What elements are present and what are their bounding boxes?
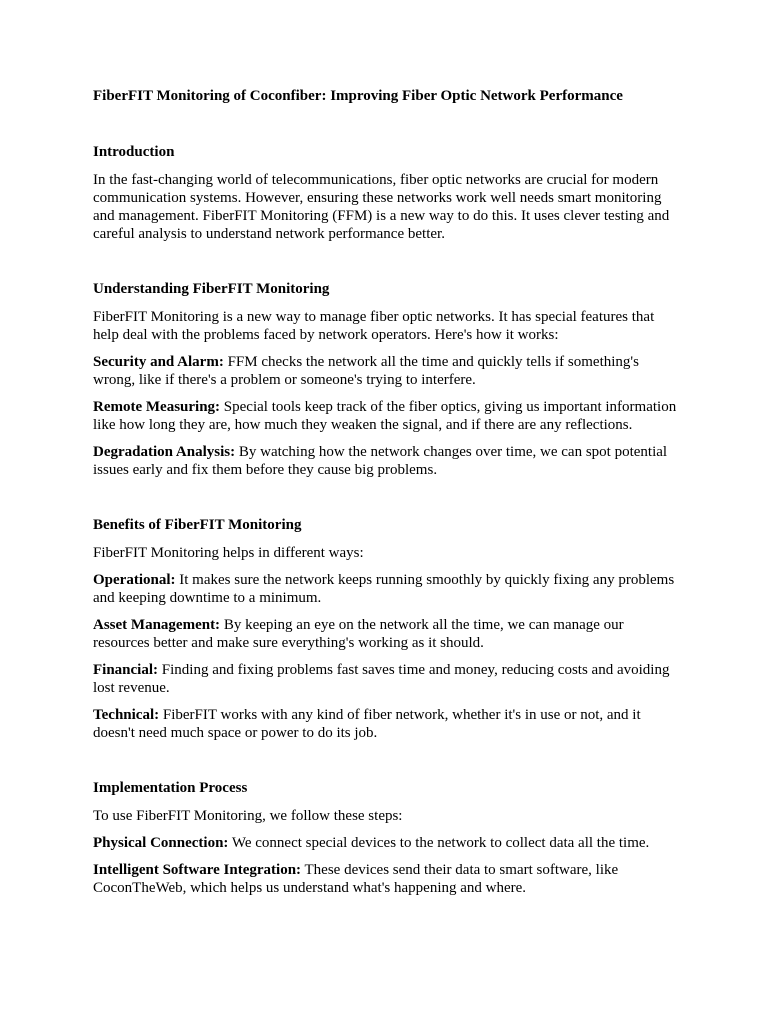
benefit-paragraph — [93, 661, 683, 697]
step-paragraph — [93, 834, 683, 852]
section-intro-paragraph: FiberFIT Monitoring helps in different ways: — [93, 545, 364, 561]
step-term: Physical Connection: — [93, 835, 229, 851]
benefit-term: Technical: — [93, 707, 160, 723]
feature-paragraph — [93, 398, 683, 434]
benefit-paragraph — [93, 616, 683, 652]
section-heading: Benefits of FiberFIT Monitoring — [93, 517, 302, 533]
section-introduction — [93, 143, 683, 243]
feature-term: Security and Alarm: — [93, 354, 224, 370]
document-page — [93, 87, 683, 906]
section-heading: Introduction — [93, 144, 175, 160]
step-term: Intelligent Software Integration: — [93, 862, 302, 878]
benefit-term: Operational: — [93, 572, 176, 588]
section-spacer — [93, 488, 683, 516]
feature-text: FFM checks the network all the time and quickly tells if something's wrong, like if there's a problem or someone's trying to interfere. — [93, 354, 639, 388]
step-text: We connect special devices to the network to collect data all the time. — [228, 835, 650, 851]
section-benefits — [93, 516, 683, 742]
feature-text: By watching how the network changes over time, we can spot potential issues early and fix them before they cause big problems. — [93, 444, 668, 478]
section-spacer — [93, 252, 683, 280]
benefit-text: It makes sure the network keeps running smoothly by quickly fixing any problems and keeping downtime to a minimum. — [93, 572, 675, 606]
benefit-paragraph — [93, 706, 683, 742]
feature-text: Special tools keep track of the fiber optics, giving us important information like how long they are, how much they weaken the signal, and if there are any reflections. — [93, 399, 677, 433]
section-intro-paragraph: FiberFIT Monitoring is a new way to manage fiber optic networks. It has special features that help deal with the problems faced by network operators. Here's how it works: — [93, 309, 655, 343]
step-paragraph — [93, 861, 683, 897]
document-title: FiberFIT Monitoring of Coconfiber: Improving Fiber Optic Network Performance — [93, 88, 623, 104]
benefit-paragraph — [93, 571, 683, 607]
section-heading: Implementation Process — [93, 780, 248, 796]
section-heading: Understanding FiberFIT Monitoring — [93, 281, 330, 297]
benefit-term: Asset Management: — [93, 617, 221, 633]
benefit-text: Finding and fixing problems fast saves time and money, reducing costs and avoiding lost revenue. — [93, 662, 670, 696]
feature-term: Degradation Analysis: — [93, 444, 236, 460]
section-implementation — [93, 779, 683, 897]
section-spacer — [93, 751, 683, 779]
benefit-term: Financial: — [93, 662, 159, 678]
benefit-text: FiberFIT works with any kind of fiber network, whether it's in use or not, and it doesn't need much space or power to do its job. — [93, 707, 641, 741]
feature-paragraph — [93, 443, 683, 479]
feature-term: Remote Measuring: — [93, 399, 221, 415]
step-text: These devices send their data to smart software, like CoconTheWeb, which helps us understand what's happening and where. — [93, 862, 619, 896]
section-intro-paragraph: In the fast-changing world of telecommunications, fiber optic networks are crucial for modern communication systems. However, ensuring these networks work well needs smart monitoring and management. FiberFIT Monitoring (FFM) is a new way to do this. It uses clever testing and careful analysis to understand network performance better. — [93, 172, 670, 242]
section-intro-paragraph: To use FiberFIT Monitoring, we follow these steps: — [93, 808, 403, 824]
section-understanding — [93, 280, 683, 479]
feature-paragraph — [93, 353, 683, 389]
benefit-text: By keeping an eye on the network all the time, we can manage our resources better and make sure everything's working as it should. — [93, 617, 624, 651]
